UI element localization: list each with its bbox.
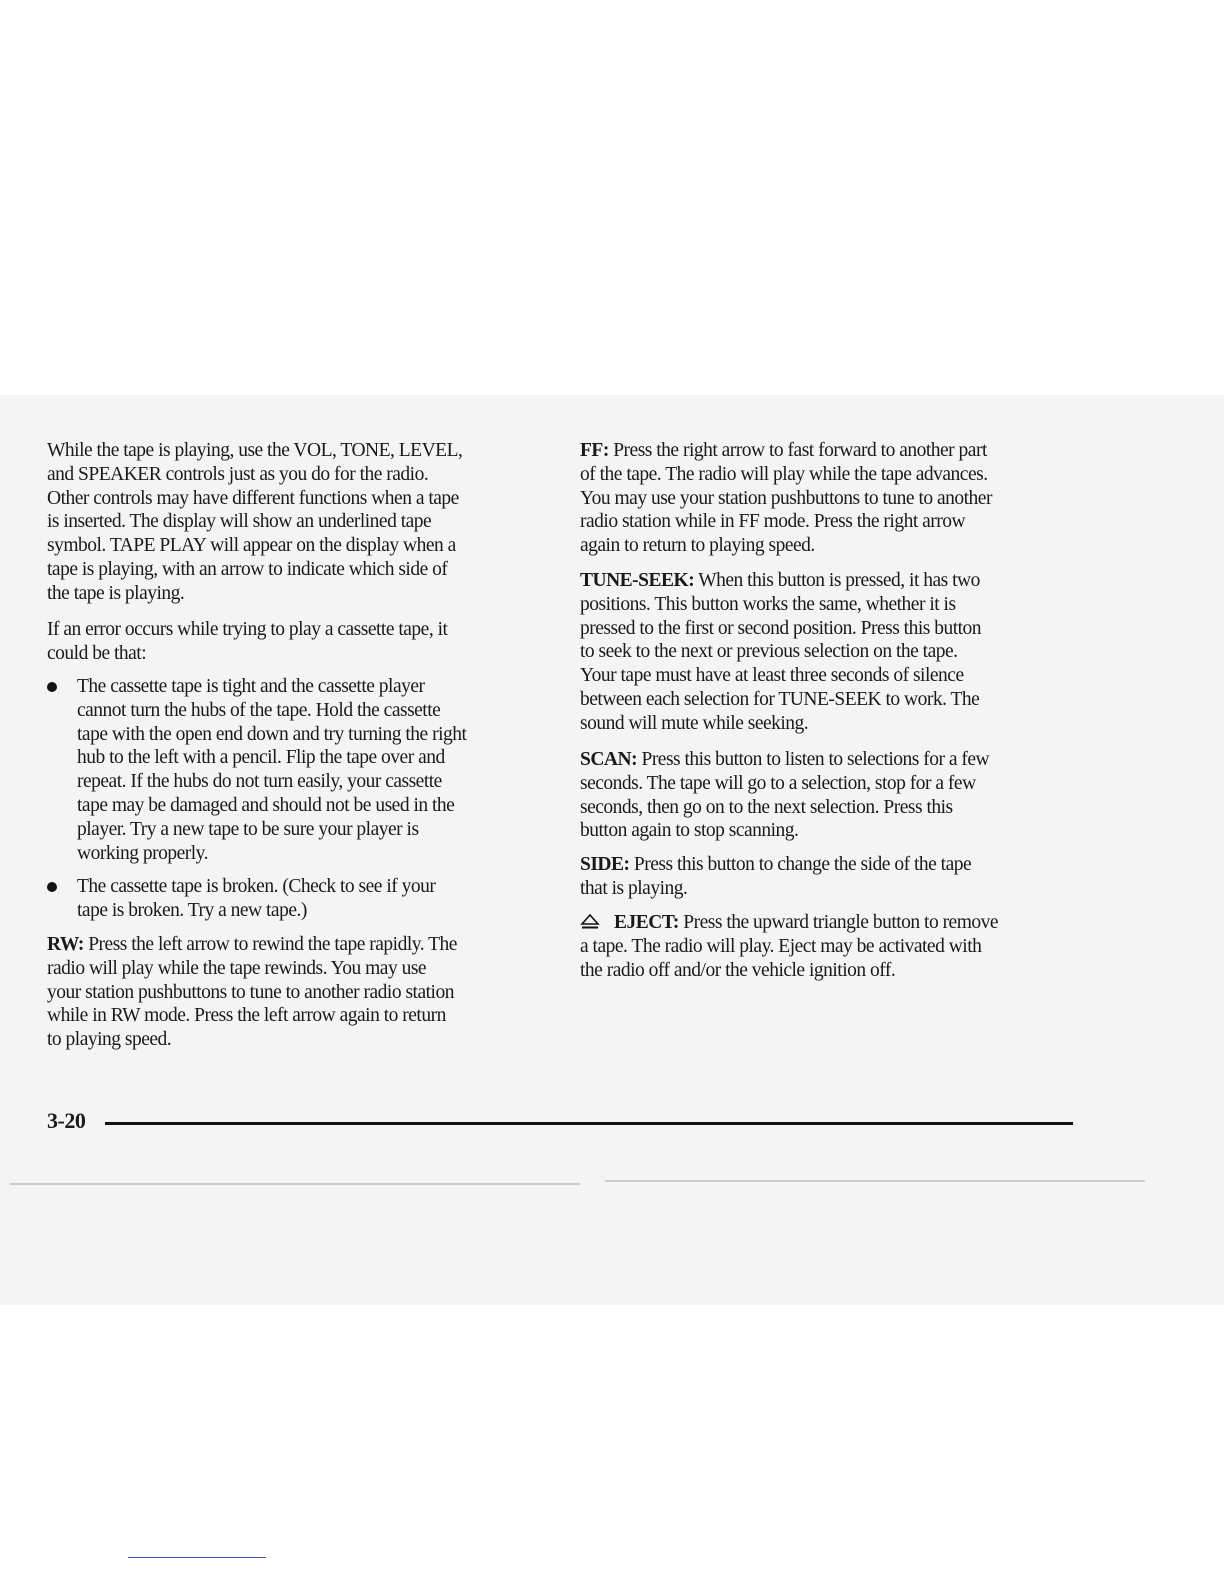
text-line: repeat. If the hubs do not turn easily, your cassette [77, 771, 442, 793]
scan-shadow-line [10, 1183, 580, 1185]
error-paragraph [47, 618, 447, 666]
footer-rule [105, 1122, 1073, 1125]
text-line: while in RW mode. Press the left arrow again to return [47, 1005, 446, 1027]
text-line: sound will mute while seeking. [580, 712, 809, 734]
eject-term: EJECT: [614, 912, 679, 933]
text-line: tape may be damaged and should not be used in the [77, 794, 455, 816]
text-line: to playing speed. [47, 1029, 172, 1051]
text-line: When this button is pressed, it has two [694, 570, 980, 591]
text-line: a tape. The radio will play. Eject may be activated with [580, 935, 982, 957]
tune-seek-term: TUNE-SEEK: [580, 570, 695, 591]
bullet-icon [47, 682, 57, 692]
text-line: button again to stop scanning. [580, 820, 799, 842]
text-line: Press the upward triangle button to remove [678, 912, 999, 933]
bottom-line [128, 1557, 266, 1558]
text-line: tape is playing, with an arrow to indicate which side of [47, 558, 448, 580]
text-line: cannot turn the hubs of the tape. Hold the cassette [77, 699, 441, 721]
text-line: Other controls may have different functions when a tape [47, 487, 459, 509]
text-line: the radio off and/or the vehicle ignition off. [580, 959, 896, 981]
side-paragraph [580, 853, 971, 901]
text-line: hub to the left with a pencil. Flip the tape over and [77, 747, 445, 769]
side-term: SIDE: [580, 854, 630, 875]
text-line: pressed to the first or second position. Press this button [580, 617, 982, 639]
text-line: player. Try a new tape to be sure your player is [77, 818, 419, 840]
text-line: could be that: [47, 642, 147, 664]
bullet-item [77, 675, 466, 865]
eject-icon [580, 913, 600, 937]
text-line: Your tape must have at least three seconds of silence [580, 665, 964, 687]
eject-paragraph [580, 911, 998, 982]
scan-shadow-line [605, 1180, 1145, 1182]
text-line: is inserted. The display will show an underlined tape [47, 511, 432, 533]
rw-term: RW: [47, 934, 84, 955]
text-line: working properly. [77, 842, 209, 864]
text-line: between each selection for TUNE-SEEK to work. The [580, 688, 980, 710]
text-line: of the tape. The radio will play while the tape advances. [580, 463, 988, 485]
text-line: Press this button to listen to selections for a few [637, 749, 990, 770]
text-line: Press the left arrow to rewind the tape rapidly. The [83, 934, 457, 955]
text-line: seconds, then go on to the next selection. Press this [580, 796, 953, 818]
text-line: your station pushbuttons to tune to another radio station [47, 981, 454, 1003]
text-line: again to return to playing speed. [580, 535, 815, 557]
ff-paragraph [580, 439, 992, 558]
text-line: You may use your station pushbuttons to tune to another [580, 487, 992, 509]
intro-paragraph [47, 439, 462, 606]
text-line: seconds. The tape will go to a selection, stop for a few [580, 772, 976, 794]
text-line: While the tape is playing, use the VOL, TONE, LEVEL, [47, 440, 463, 461]
text-line: tape is broken. Try a new tape.) [77, 899, 307, 921]
page-number: 3-20 [47, 1108, 86, 1133]
bullet-icon [47, 882, 57, 892]
scan-paragraph [580, 748, 989, 843]
scan-term: SCAN: [580, 749, 638, 770]
text-line: positions. This button works the same, whether it is [580, 593, 956, 615]
text-line: the tape is playing. [47, 582, 185, 604]
text-line: tape with the open end down and try turning the right [77, 723, 467, 745]
ff-term: FF: [580, 440, 609, 461]
rw-paragraph [47, 933, 457, 1052]
text-line: radio will play while the tape rewinds. You may use [47, 957, 427, 979]
text-line: symbol. TAPE PLAY will appear on the display when a [47, 535, 456, 557]
text-line: The cassette tape is broken. (Check to see if your [77, 876, 436, 897]
text-line: to seek to the next or previous selection on the tape. [580, 641, 958, 663]
bullet-item [77, 875, 435, 923]
text-line: Press the right arrow to fast forward to another part [608, 440, 987, 461]
text-line: radio station while in FF mode. Press the right arrow [580, 511, 966, 533]
text-line: that is playing. [580, 877, 688, 899]
text-line: and SPEAKER controls just as you do for the radio. [47, 463, 429, 485]
text-line: Press this button to change the side of the tape [629, 854, 972, 875]
text-line: If an error occurs while trying to play a cassette tape, it [47, 619, 448, 640]
text-line: The cassette tape is tight and the cassette player [77, 676, 425, 697]
tune-seek-paragraph [580, 569, 981, 736]
